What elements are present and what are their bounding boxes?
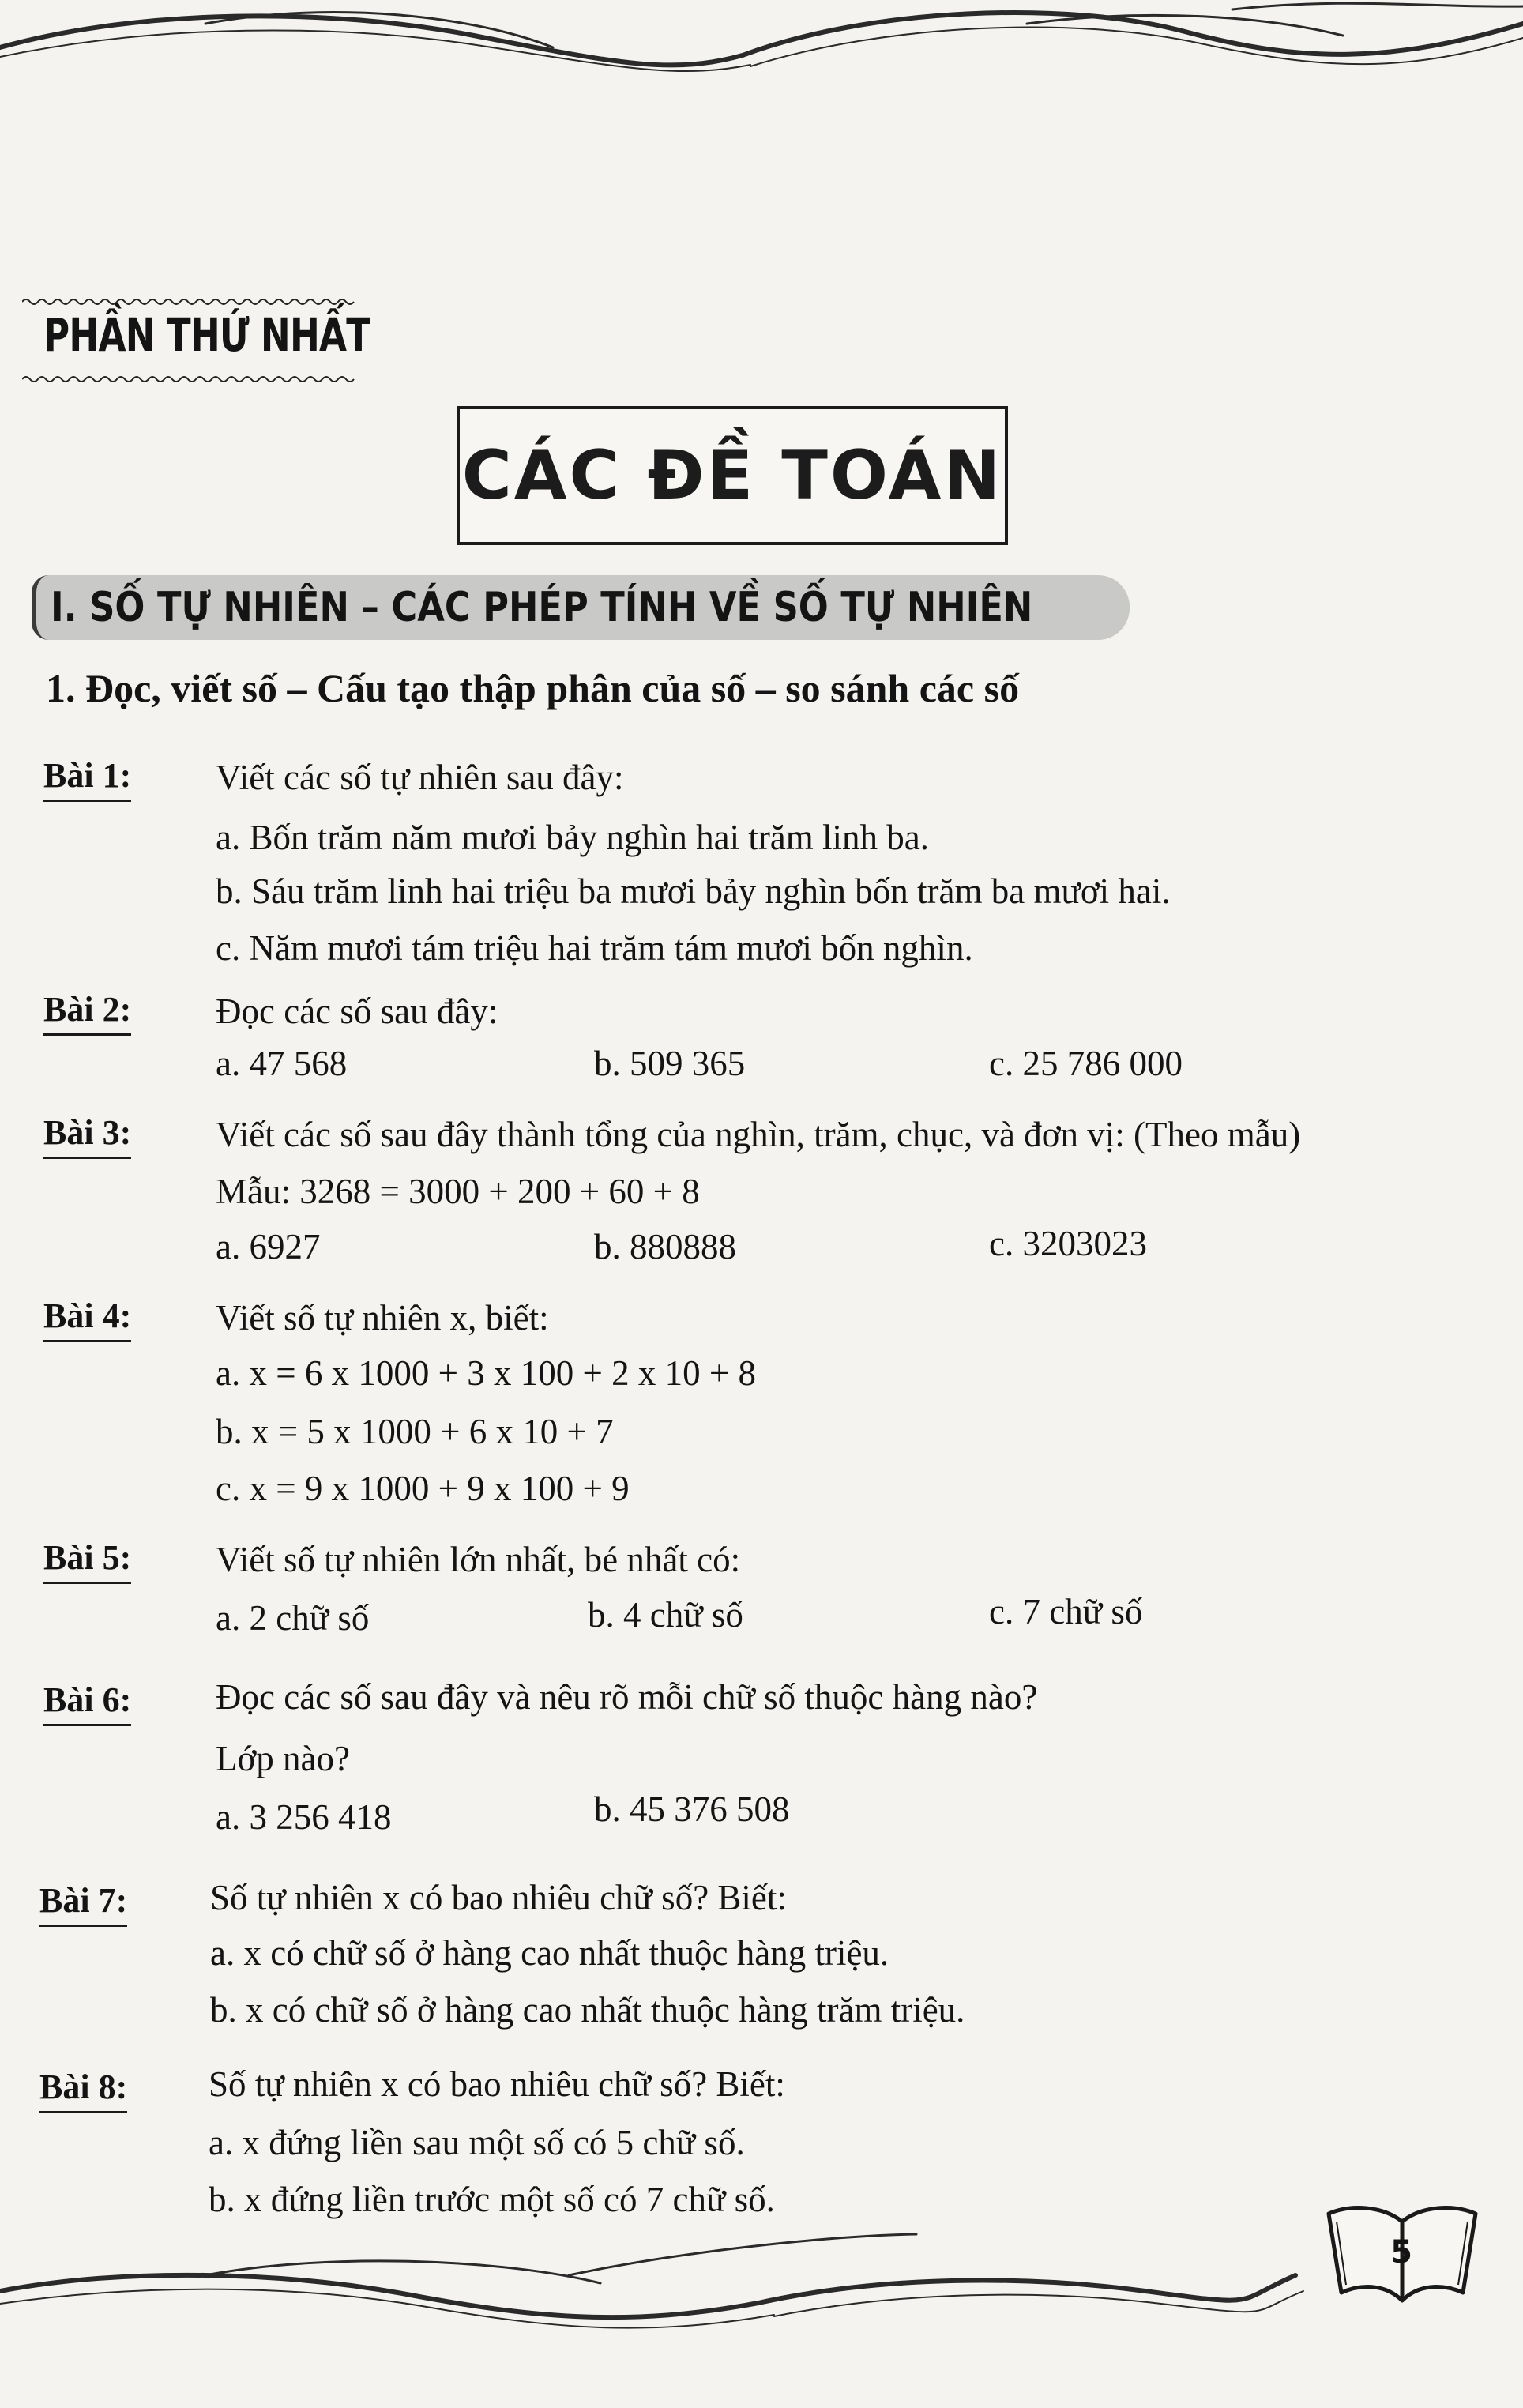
exercise-item: a. 2 chữ số (216, 1598, 370, 1638)
exercise-label: Bài 6: (43, 1680, 131, 1726)
exercise-prompt: Đọc các số sau đây: (216, 991, 498, 1031)
bottom-swirl-border (0, 2228, 1523, 2370)
exercise-item: a. 6927 (216, 1227, 321, 1266)
exercise-item: a. x = 6 x 1000 + 3 x 100 + 2 x 10 + 8 (216, 1353, 756, 1393)
exercise-prompt: Viết các số tự nhiên sau đây: (216, 758, 624, 797)
page-number: 5 (1390, 2234, 1412, 2271)
exercise-item: b. 45 376 508 (594, 1789, 790, 1829)
exercise-item: b. 880888 (594, 1227, 736, 1266)
exercise-item: a. x đứng liền sau một số có 5 chữ số. (209, 2123, 745, 2162)
exercise-item: c. Năm mươi tám triệu hai trăm tám mươi bốn nghìn. (216, 928, 973, 968)
exercise-label: Bài 8: (39, 2067, 127, 2113)
exercise-prompt: Viết số tự nhiên x, biết: (216, 1298, 549, 1338)
exercise-label: Bài 1: (43, 755, 131, 802)
exercise-item: a. x có chữ số ở hàng cao nhất thuộc hàng triệu. (210, 1933, 889, 1973)
exercise-label: Bài 4: (43, 1296, 131, 1342)
section-banner (32, 575, 1130, 640)
exercise-label: Bài 7: (39, 1880, 127, 1927)
exercise-example: Mẫu: 3268 = 3000 + 200 + 60 + 8 (216, 1172, 700, 1211)
exercise-prompt: Viết số tự nhiên lớn nhất, bé nhất có: (216, 1540, 741, 1579)
chapter-title: CÁC ĐỀ TOÁN (461, 436, 1003, 515)
exercise-item: b. x có chữ số ở hàng cao nhất thuộc hàng trăm triệu. (210, 1990, 965, 2030)
section-heading: I. SỐ TỰ NHIÊN – CÁC PHÉP TÍNH VỀ SỐ TỰ NHIÊN (51, 584, 1033, 631)
part-label: PHẦN THỨ NHẤT (43, 308, 370, 362)
exercise-item: a. 3 256 418 (216, 1797, 392, 1837)
exercise-item: b. 4 chữ số (588, 1595, 743, 1635)
exercise-item: a. 47 568 (216, 1044, 348, 1083)
subsection-heading: 1. Đọc, viết số – Cấu tạo thập phân của số – so sánh các số (46, 666, 1020, 710)
exercise-item: b. Sáu trăm linh hai triệu ba mươi bảy nghìn bốn trăm ba mươi hai. (216, 871, 1171, 911)
part-label-rule-bottom (22, 374, 362, 384)
exercise-item: c. 25 786 000 (989, 1044, 1183, 1083)
exercise-prompt: Số tự nhiên x có bao nhiêu chữ số? Biết: (210, 1878, 787, 1917)
exercise-item: c. 3203023 (989, 1224, 1147, 1263)
exercise-prompt: Số tự nhiên x có bao nhiêu chữ số? Biết: (209, 2064, 785, 2104)
exercise-item: c. 7 chữ số (989, 1592, 1143, 1631)
exercise-prompt-continued: Lớp nào? (216, 1739, 350, 1778)
exercise-label: Bài 5: (43, 1537, 131, 1584)
top-swirl-border (0, 0, 1523, 95)
exercise-prompt: Viết các số sau đây thành tổng của nghìn, trăm, chục, và đơn vị: (Theo mẫu) (216, 1115, 1301, 1154)
exercise-item: b. x đứng liền trước một số có 7 chữ số. (209, 2180, 775, 2219)
exercise-prompt: Đọc các số sau đây và nêu rõ mỗi chữ số thuộc hàng nào? (216, 1677, 1038, 1717)
exercise-item: c. x = 9 x 1000 + 9 x 100 + 9 (216, 1469, 630, 1508)
chapter-title-box (457, 406, 1008, 545)
exercise-label: Bài 3: (43, 1112, 131, 1159)
part-label-rule-top (22, 297, 362, 307)
exercise-item: a. Bốn trăm năm mươi bảy nghìn hai trăm linh ba. (216, 818, 930, 857)
exercise-item: b. x = 5 x 1000 + 6 x 10 + 7 (216, 1412, 614, 1451)
exercise-item: b. 509 365 (594, 1044, 746, 1083)
exercise-label: Bài 2: (43, 989, 131, 1036)
